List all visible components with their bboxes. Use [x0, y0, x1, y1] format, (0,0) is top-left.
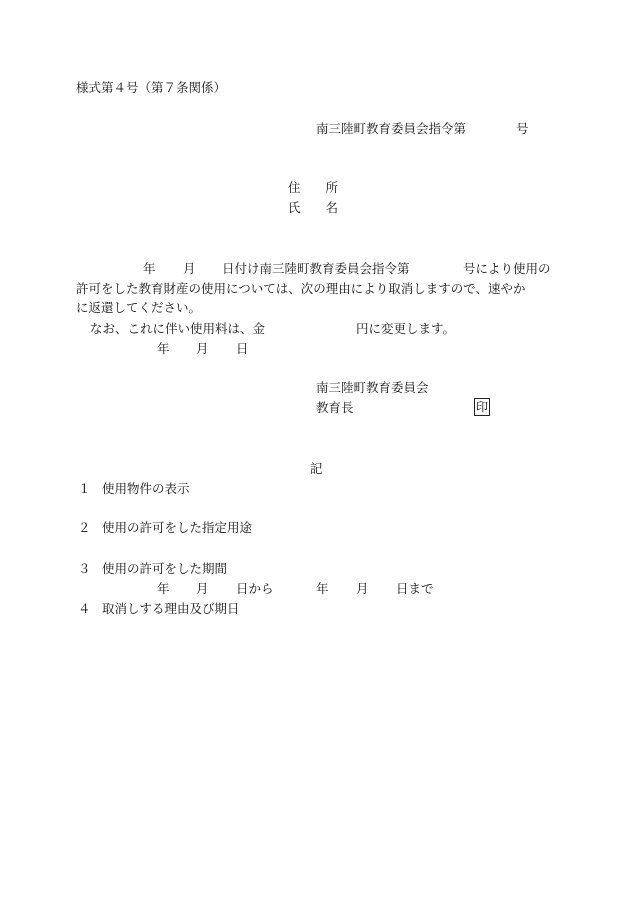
item-text: 使用物件の表示	[102, 481, 190, 496]
body-line2: 許可をした教育財産の使用については、次の理由により取消しますので、速やか	[76, 281, 526, 296]
item-number: ３	[78, 561, 91, 576]
period-from-day: 日から	[236, 581, 274, 596]
item-text: 使用の許可をした指定用途	[102, 520, 253, 535]
period-from-year: 年	[157, 581, 170, 596]
address-label: 住 所	[288, 180, 339, 195]
period-to-year: 年	[316, 581, 329, 596]
item-number: ４	[78, 601, 91, 616]
note-heading: 記	[310, 461, 323, 476]
body-line1-mid: 日付け南三陸町教育委員会指令第	[222, 261, 410, 276]
item-text: 使用の許可をした期間	[102, 561, 228, 576]
item-text: 取消しする理由及び期日	[102, 601, 240, 616]
date-day: 日	[236, 341, 249, 356]
period-to-day: 日まで	[396, 581, 434, 596]
reference-label: 南三陸町教育委員会指令第	[316, 121, 467, 136]
body-line4-start: なお、これに伴い使用料は、金	[90, 321, 266, 336]
body-line4-end: 円に変更します。	[356, 321, 456, 336]
issuer-title: 教育長	[316, 400, 354, 415]
reference-suffix: 号	[516, 121, 529, 136]
item-number: １	[78, 481, 91, 496]
period-to-month: 月	[356, 581, 369, 596]
period-from-month: 月	[196, 581, 209, 596]
body-line1-year: 年	[143, 261, 156, 276]
date-year: 年	[157, 341, 170, 356]
date-month: 月	[196, 341, 209, 356]
form-number: 様式第４号（第７条関係）	[76, 80, 227, 95]
body-line1-month: 月	[183, 261, 196, 276]
body-line3: に返還してください。	[76, 300, 202, 315]
item-number: ２	[78, 520, 91, 535]
seal-stamp: 印	[475, 400, 488, 414]
name-label: 氏 名	[288, 200, 339, 215]
body-line1-end: 号により使用の	[463, 261, 551, 276]
issuer-org: 南三陸町教育委員会	[316, 380, 429, 395]
